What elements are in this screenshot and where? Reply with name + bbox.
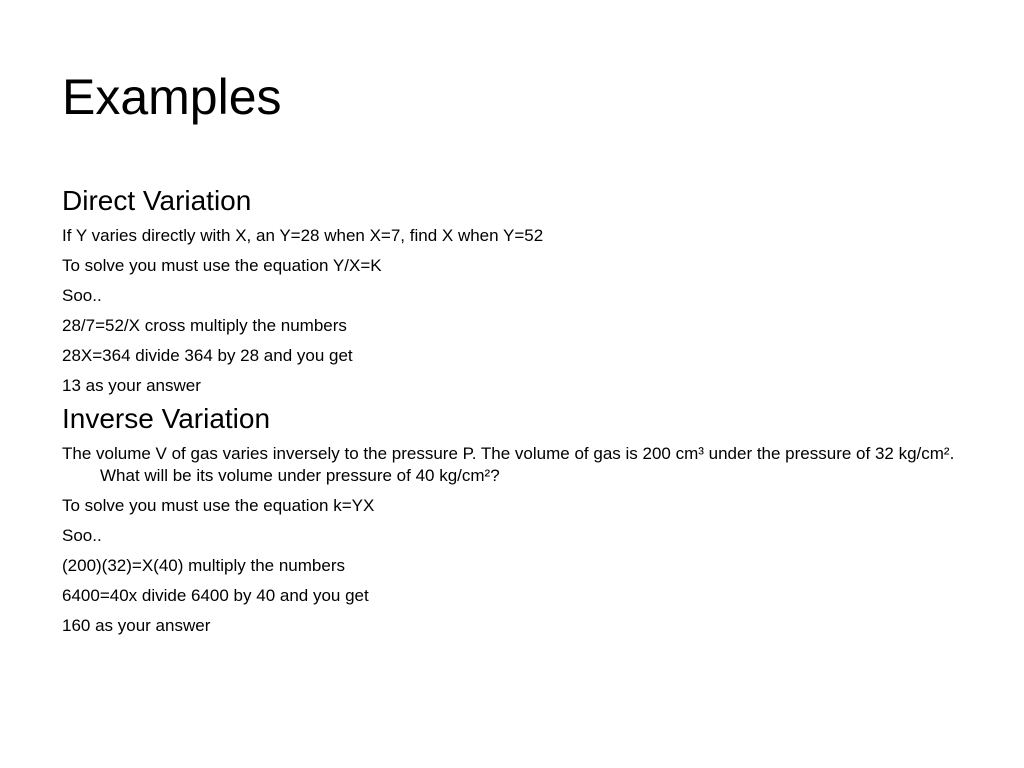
direct-line-answer: 13 as your answer	[62, 376, 201, 395]
inverse-line-answer: 160 as your answer	[62, 616, 211, 635]
inverse-line-soo: Soo..	[62, 526, 102, 545]
direct-line-cross-multiply: 28/7=52/X cross multiply the numbers	[62, 316, 347, 335]
inverse-line-multiply: (200)(32)=X(40) multiply the numbers	[62, 556, 345, 575]
direct-line-soo: Soo..	[62, 286, 102, 305]
slide-content	[62, 183, 962, 637]
slide-title: Examples	[62, 69, 282, 125]
direct-line-equation: To solve you must use the equation Y/X=K	[62, 256, 382, 275]
inverse-variation-heading: Inverse Variation	[62, 403, 271, 434]
direct-variation-heading: Direct Variation	[62, 185, 252, 216]
inverse-line-divide: 6400=40x divide 6400 by 40 and you get	[62, 586, 369, 605]
direct-line-divide: 28X=364 divide 364 by 28 and you get	[62, 346, 353, 365]
inverse-line-problem: The volume V of gas varies inversely to the pressure P. The volume of gas is 200 cm³ under the pressure of 32 kg/cm². What will be its volume under pressure of 40 kg/cm²?	[62, 444, 955, 485]
inverse-line-equation: To solve you must use the equation k=YX	[62, 496, 375, 515]
direct-line-problem: If Y varies directly with X, an Y=28 when X=7, find X when Y=52	[62, 226, 544, 245]
